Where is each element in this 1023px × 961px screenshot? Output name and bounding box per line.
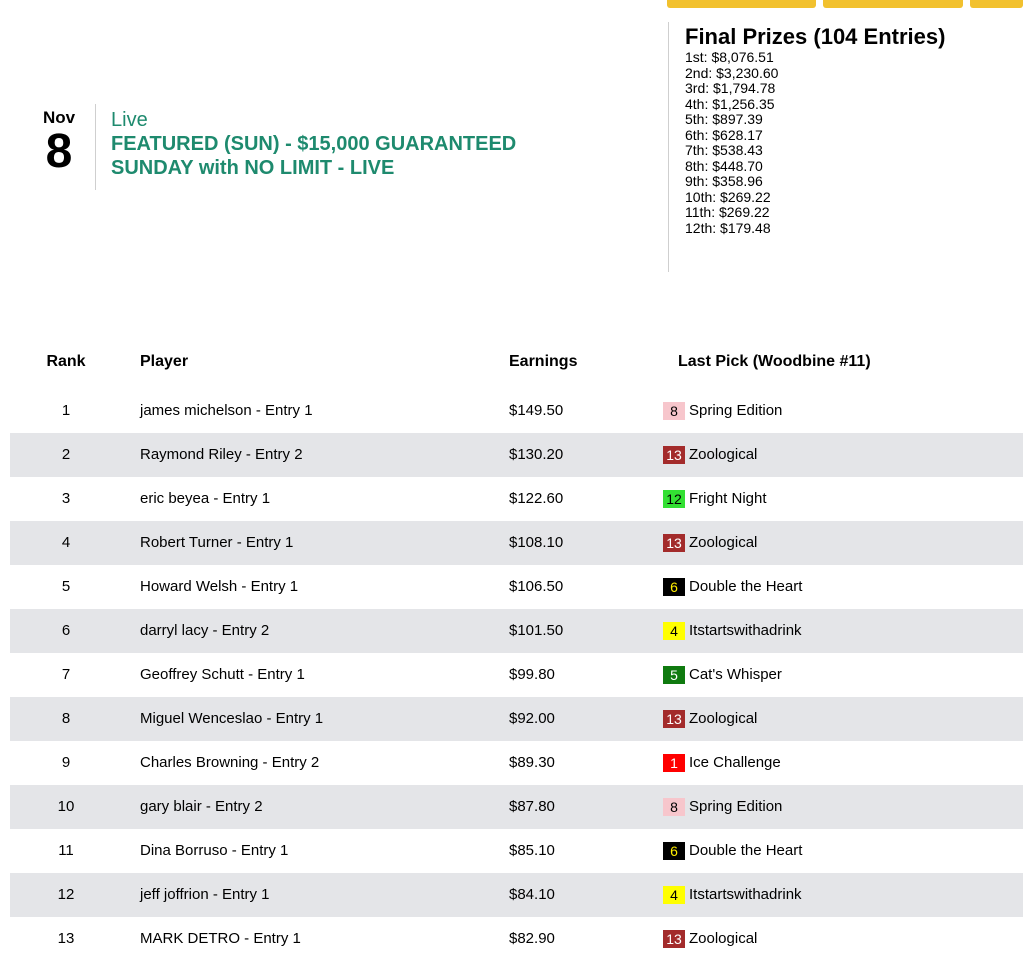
horse-name: Double the Heart <box>689 578 803 595</box>
horse-name: Zoological <box>689 534 758 551</box>
last-pick-cell <box>663 534 757 552</box>
post-position-badge: 1 <box>663 754 685 772</box>
last-pick-cell <box>663 930 757 948</box>
event-status: Live <box>111 109 148 131</box>
post-position-badge: 13 <box>663 534 685 552</box>
horse-name: Spring Edition <box>689 798 783 815</box>
player-cell: Geoffrey Schutt - Entry 1 <box>140 666 305 683</box>
post-position-badge: 13 <box>663 930 685 948</box>
table-row <box>10 785 1023 829</box>
rank-cell: 9 <box>61 754 71 771</box>
top-tab-1[interactable] <box>667 0 816 8</box>
post-position-badge: 4 <box>663 622 685 640</box>
date-divider <box>95 104 96 190</box>
last-pick-cell <box>663 886 802 904</box>
horse-name: Spring Edition <box>689 402 783 419</box>
final-prizes-panel <box>685 24 945 236</box>
table-row <box>0 389 1023 433</box>
rank-cell: 11 <box>58 842 74 859</box>
earnings-cell: $130.20 <box>509 446 564 463</box>
table-row <box>10 521 1023 565</box>
earnings-cell: $99.80 <box>509 666 555 683</box>
table-row <box>10 433 1023 477</box>
post-position-badge: 6 <box>663 578 685 596</box>
prize-item: 9th: $358.96 <box>685 173 763 189</box>
rank-cell: 3 <box>61 490 71 507</box>
table-row <box>0 565 1023 609</box>
prize-item: 11th: $269.22 <box>685 204 770 220</box>
prize-item: 2nd: $3,230.60 <box>685 64 779 81</box>
post-position-badge: 8 <box>663 402 685 420</box>
prizes-divider <box>668 22 669 272</box>
table-row <box>10 873 1023 917</box>
post-position-badge: 13 <box>663 710 685 728</box>
last-pick-cell <box>663 842 802 860</box>
earnings-cell: $82.90 <box>509 930 555 947</box>
prize-item: 1st: $8,076.51 <box>685 49 774 65</box>
post-position-badge: 4 <box>663 886 685 904</box>
earnings-cell: $106.50 <box>509 578 564 595</box>
horse-name: Double the Heart <box>689 842 803 859</box>
event-date <box>28 108 90 176</box>
event-title-line-2: SUNDAY with NO LIMIT - LIVE <box>111 157 395 179</box>
top-tab-3[interactable] <box>970 0 1023 8</box>
header-last-pick: Last Pick (Woodbine #11) <box>678 353 871 370</box>
table-row <box>0 653 1023 697</box>
earnings-cell: $101.50 <box>509 622 564 639</box>
rank-cell: 5 <box>61 578 71 595</box>
table-row <box>10 609 1023 653</box>
rank-cell: 4 <box>61 534 71 551</box>
earnings-cell: $87.80 <box>509 798 555 815</box>
post-position-badge: 12 <box>663 490 685 508</box>
player-cell: Charles Browning - Entry 2 <box>140 754 320 771</box>
table-row <box>0 829 1023 873</box>
earnings-cell: $92.00 <box>509 710 555 727</box>
horse-name: Zoological <box>689 710 758 727</box>
last-pick-cell <box>663 754 781 772</box>
final-prizes-title: Final Prizes (104 Entries) <box>685 24 946 49</box>
horse-name: Ice Challenge <box>689 754 781 771</box>
earnings-cell: $122.60 <box>509 490 564 507</box>
header-player: Player <box>140 353 189 370</box>
last-pick-cell <box>663 710 757 728</box>
rank-cell: 6 <box>61 622 71 639</box>
header-earnings: Earnings <box>509 353 578 370</box>
prize-item: 10th: $269.22 <box>685 188 771 205</box>
player-cell: james michelson - Entry 1 <box>140 402 313 419</box>
last-pick-cell <box>663 402 782 420</box>
horse-name: Zoological <box>689 930 758 947</box>
player-cell: Robert Turner - Entry 1 <box>140 534 294 551</box>
table-row <box>0 741 1023 785</box>
player-cell: Miguel Wenceslao - Entry 1 <box>140 710 324 727</box>
event-title-line-1: FEATURED (SUN) - $15,000 GUARANTEED <box>111 133 517 155</box>
last-pick-cell <box>663 798 782 816</box>
earnings-cell: $149.50 <box>509 402 564 419</box>
player-cell: jeff joffrion - Entry 1 <box>140 886 270 903</box>
event-month: Nov <box>42 108 76 127</box>
table-row <box>0 477 1023 521</box>
earnings-cell: $84.10 <box>509 886 555 903</box>
last-pick-cell <box>663 490 767 508</box>
rank-cell: 8 <box>61 710 71 727</box>
top-tab-bar <box>0 0 1023 8</box>
prize-item: 5th: $897.39 <box>685 111 763 127</box>
horse-name: Itstartswithadrink <box>689 622 802 639</box>
prize-item: 4th: $1,256.35 <box>685 95 775 112</box>
event-day: 8 <box>45 125 73 178</box>
player-cell: Raymond Riley - Entry 2 <box>140 446 303 463</box>
rank-cell: 1 <box>61 402 71 419</box>
earnings-cell: $108.10 <box>509 534 564 551</box>
horse-name: Itstartswithadrink <box>689 886 802 903</box>
prize-item: 12th: $179.48 <box>685 219 771 236</box>
post-position-badge: 13 <box>663 446 685 464</box>
post-position-badge: 8 <box>663 798 685 816</box>
post-position-badge: 5 <box>663 666 685 684</box>
earnings-cell: $85.10 <box>509 842 555 859</box>
rank-cell: 10 <box>57 798 75 815</box>
player-cell: Dina Borruso - Entry 1 <box>140 842 289 859</box>
prize-item: 8th: $448.70 <box>685 157 763 174</box>
top-tab-2[interactable] <box>823 0 963 8</box>
last-pick-cell <box>663 666 782 684</box>
prize-item: 7th: $538.43 <box>685 142 763 158</box>
player-cell: darryl lacy - Entry 2 <box>140 622 270 639</box>
prize-item: 3rd: $1,794.78 <box>685 80 776 96</box>
earnings-cell: $89.30 <box>509 754 555 771</box>
last-pick-cell <box>663 578 802 596</box>
prize-list <box>685 50 945 236</box>
post-position-badge: 6 <box>663 842 685 860</box>
last-pick-cell <box>663 622 802 640</box>
horse-name: Cat's Whisper <box>689 666 782 683</box>
rank-cell: 7 <box>61 666 71 683</box>
last-pick-cell <box>663 446 757 464</box>
header-rank: Rank <box>46 353 86 370</box>
event-title-block <box>111 108 516 180</box>
prize-item: 6th: $628.17 <box>685 126 763 143</box>
rank-cell: 12 <box>57 886 75 903</box>
table-row <box>0 917 1023 961</box>
player-cell: gary blair - Entry 2 <box>140 798 263 815</box>
leaderboard-table <box>0 389 1023 961</box>
leaderboard-header <box>0 353 1023 377</box>
rank-cell: 13 <box>57 930 75 947</box>
table-row <box>10 697 1023 741</box>
player-cell: Howard Welsh - Entry 1 <box>140 578 299 595</box>
horse-name: Zoological <box>689 446 758 463</box>
rank-cell: 2 <box>61 446 71 463</box>
horse-name: Fright Night <box>689 490 767 507</box>
player-cell: MARK DETRO - Entry 1 <box>140 930 301 947</box>
player-cell: eric beyea - Entry 1 <box>140 490 271 507</box>
